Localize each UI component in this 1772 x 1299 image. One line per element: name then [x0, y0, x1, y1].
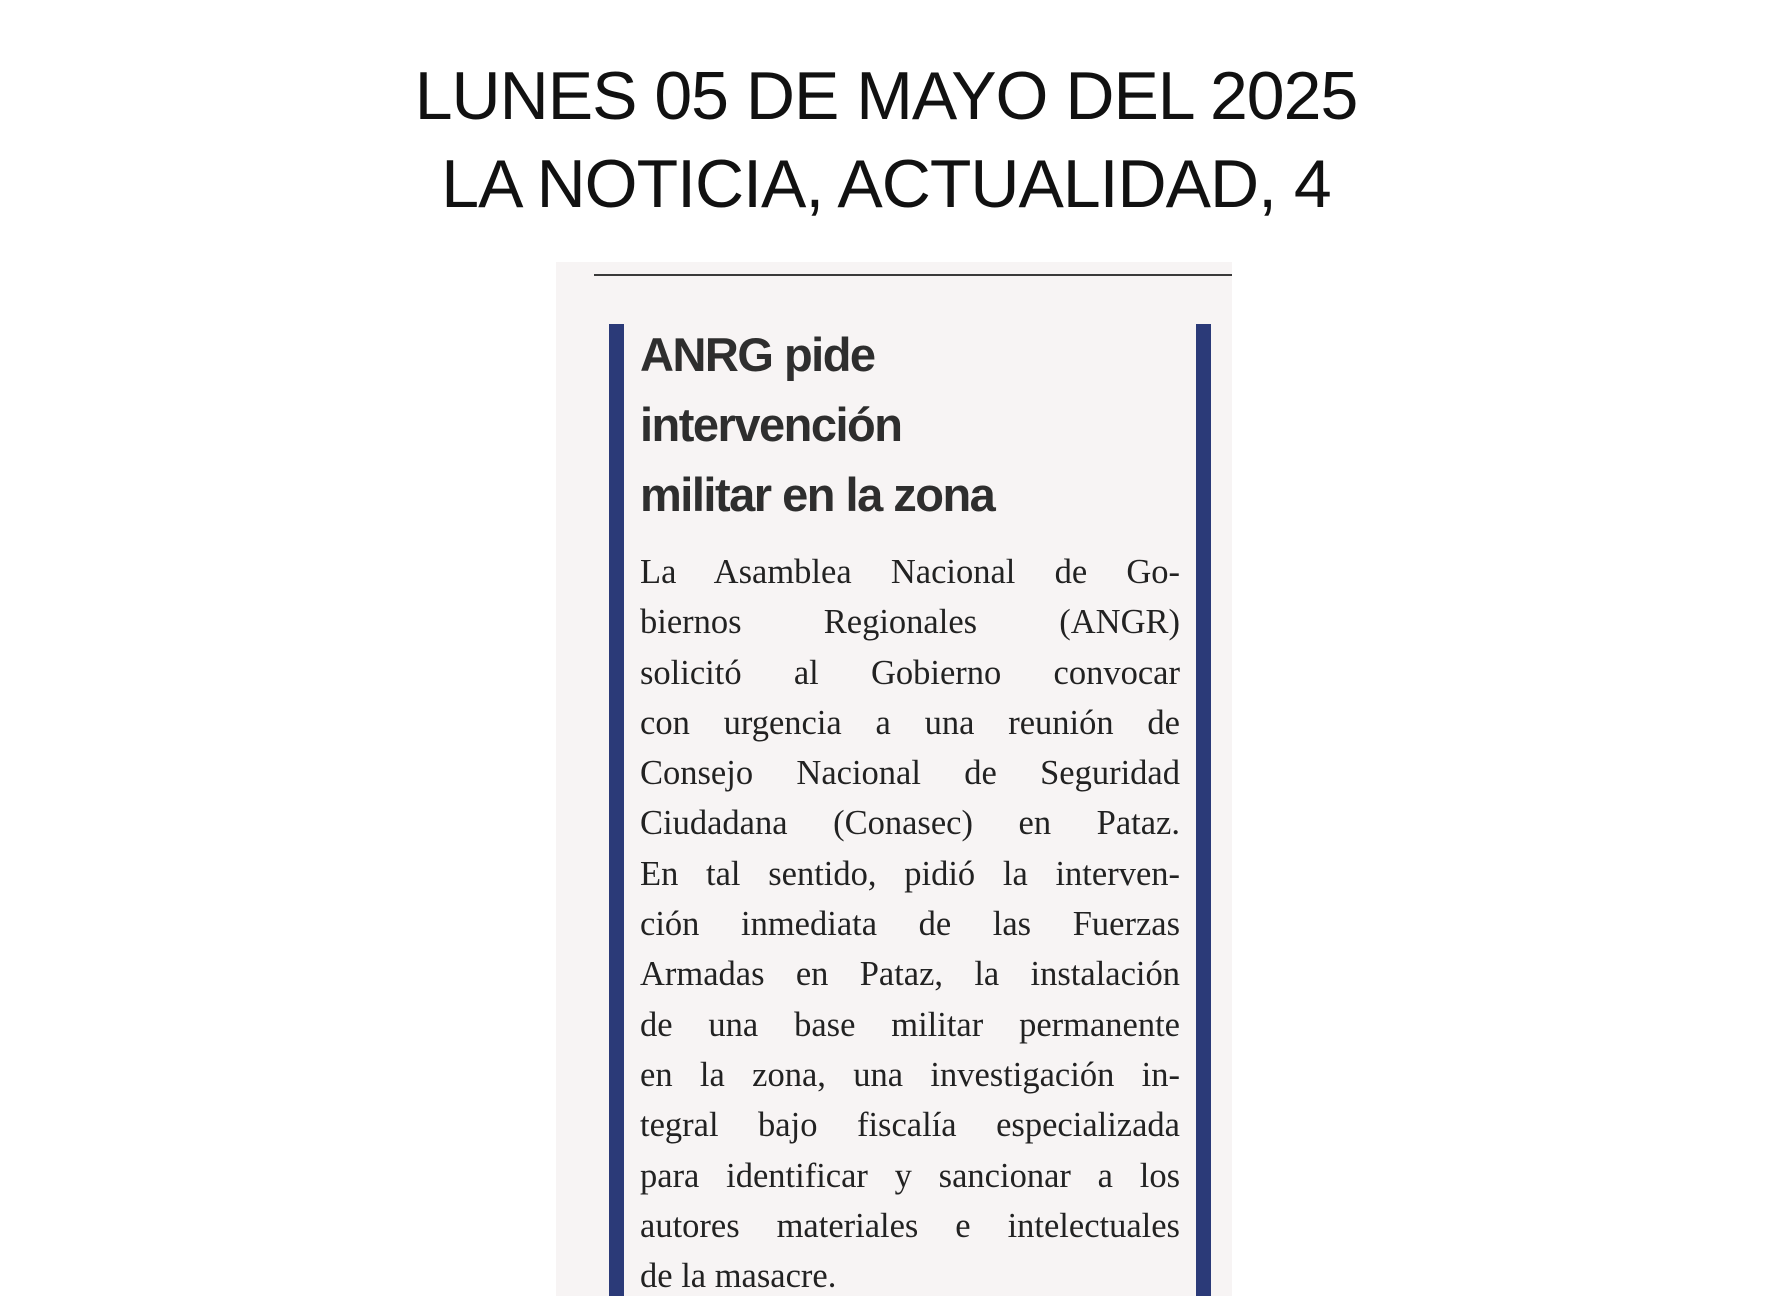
date-line: LUNES 05 DE MAYO DEL 2025 — [414, 58, 1358, 134]
title-line: militar en la zona — [640, 468, 995, 521]
source-line: LA NOTICIA, ACTUALIDAD, 4 — [441, 146, 1331, 222]
body-line: La Asamblea Nacional de Go- — [640, 553, 1180, 591]
body-line: Armadas en Pataz, la instalación — [640, 955, 1180, 994]
newspaper-clipping — [556, 262, 1232, 1296]
body-line: biernos Regionales (ANGR) — [640, 603, 1180, 642]
body-line: de la masacre. — [640, 1257, 837, 1296]
body-line: ción inmediata de las Fuerzas — [640, 905, 1180, 944]
left-column-bar — [609, 324, 624, 1296]
title-line: ANRG pide — [640, 328, 875, 381]
body-line: en la zona, una investigación in- — [640, 1055, 1180, 1094]
page-header — [0, 52, 1772, 228]
body-line: solicitó al Gobierno convocar — [640, 653, 1180, 692]
article-body — [640, 547, 1180, 1296]
article-title — [640, 320, 1180, 530]
body-line: Consejo Nacional de Seguridad — [640, 754, 1180, 793]
body-line: Ciudadana (Conasec) en Pataz. — [640, 804, 1180, 843]
body-line: para identificar y sancionar a los — [640, 1156, 1180, 1195]
title-line: intervención — [640, 398, 902, 451]
body-line: con urgencia a una reunión de — [640, 703, 1180, 742]
right-column-bar — [1196, 324, 1211, 1296]
body-line: tegral bajo fiscalía especializada — [640, 1106, 1180, 1145]
top-rule — [594, 274, 1232, 276]
body-line: de una base militar permanente — [640, 1005, 1180, 1044]
body-line: autores materiales e intelectuales — [640, 1206, 1180, 1245]
body-line: En tal sentido, pidió la interven- — [640, 854, 1180, 893]
